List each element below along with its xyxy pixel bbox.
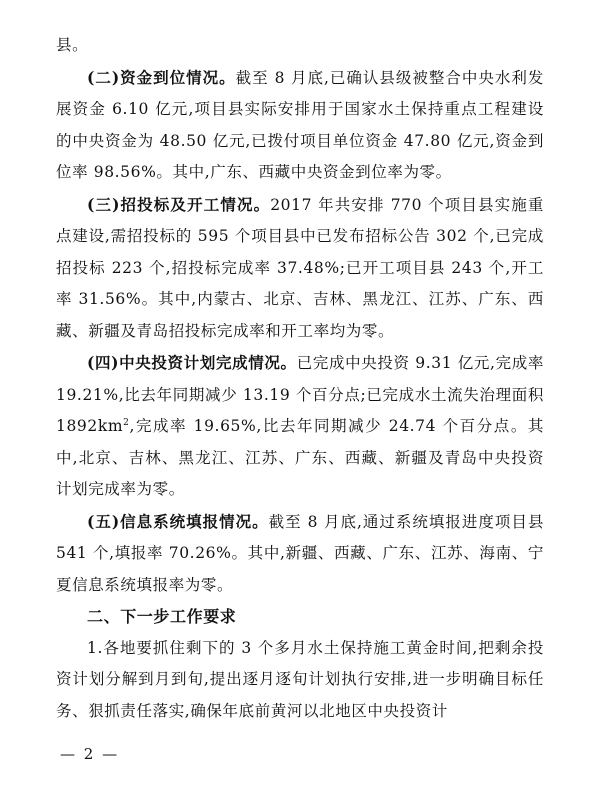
section-info-system-body: 截至 8 月底,通过系统填报进度项目县 541 个,填报率 70.26%。其中,新疆、西藏、广东、江苏、海南、宁夏信息系统填报率为零。 [56, 512, 545, 594]
section-funds-heading: (二)资金到位情况。 [87, 67, 236, 87]
section-investment [56, 347, 544, 506]
section-funds-body: 截至 8 月底,已确认县级被整合中央水利发展资金 6.10 亿元,项目县实际安排用于国家水土保持重点工程建设的中央资金为 48.50 亿元,已拨付项目单位资金 47.80 亿元,资金到位率 98.56%。其中,广东、西藏中央资金到位率为零。 [56, 68, 545, 181]
section-funds [56, 62, 544, 189]
section-info-system-heading: (五)信息系统填报情况。 [87, 511, 269, 531]
section-bidding-body: 2017 年共安排 770 个项目县实施重点建设,需招投标的 595 个项目县中已发布招标公告 302 个,已完成招投标 223 个,招投标完成率 37.48%;已开工项目县 243 个,开工率 31.56%。其中,内蒙古、北京、吉林、黑龙江、江苏、广东、西藏、新疆及青岛招投标完成率和开工率均为零。 [56, 195, 544, 340]
requirement-item-1: 1.各地要抓住剩下的 3 个多月水土保持施工黄金时间,把剩余投资计划分解到月到旬,提出逐月逐旬计划执行安排,进一步明确目标任务、狠抓责任落实,确保年底前黄河以北地区中央投资计 [56, 638, 544, 720]
section-info-system [56, 506, 544, 602]
page-number: — 2 — [60, 745, 120, 763]
section-bidding [56, 189, 544, 348]
section-investment-body-a: 已完成中央投资 9.31 亿元,完成率 19.21%,比去年同期减少 13.19 个百分点;已完成水土流失治理面积 1892km [56, 354, 544, 435]
next-steps-heading: 二、下一步工作要求 [87, 607, 237, 626]
section-investment-heading: (四)中央投资计划完成情况。 [87, 353, 297, 372]
superscript-exponent: 2 [123, 417, 130, 428]
section-investment-body-b: ,完成率 19.65%,比去年同期减少 24.74 个百分点。其中,北京、吉林、黑龙江、江苏、广东、西藏、新疆及青岛中央投资计划完成率为零。 [56, 417, 544, 498]
section-bidding-heading: (三)招投标及开工情况。 [87, 194, 271, 214]
continued-line: 县。 [56, 36, 89, 54]
